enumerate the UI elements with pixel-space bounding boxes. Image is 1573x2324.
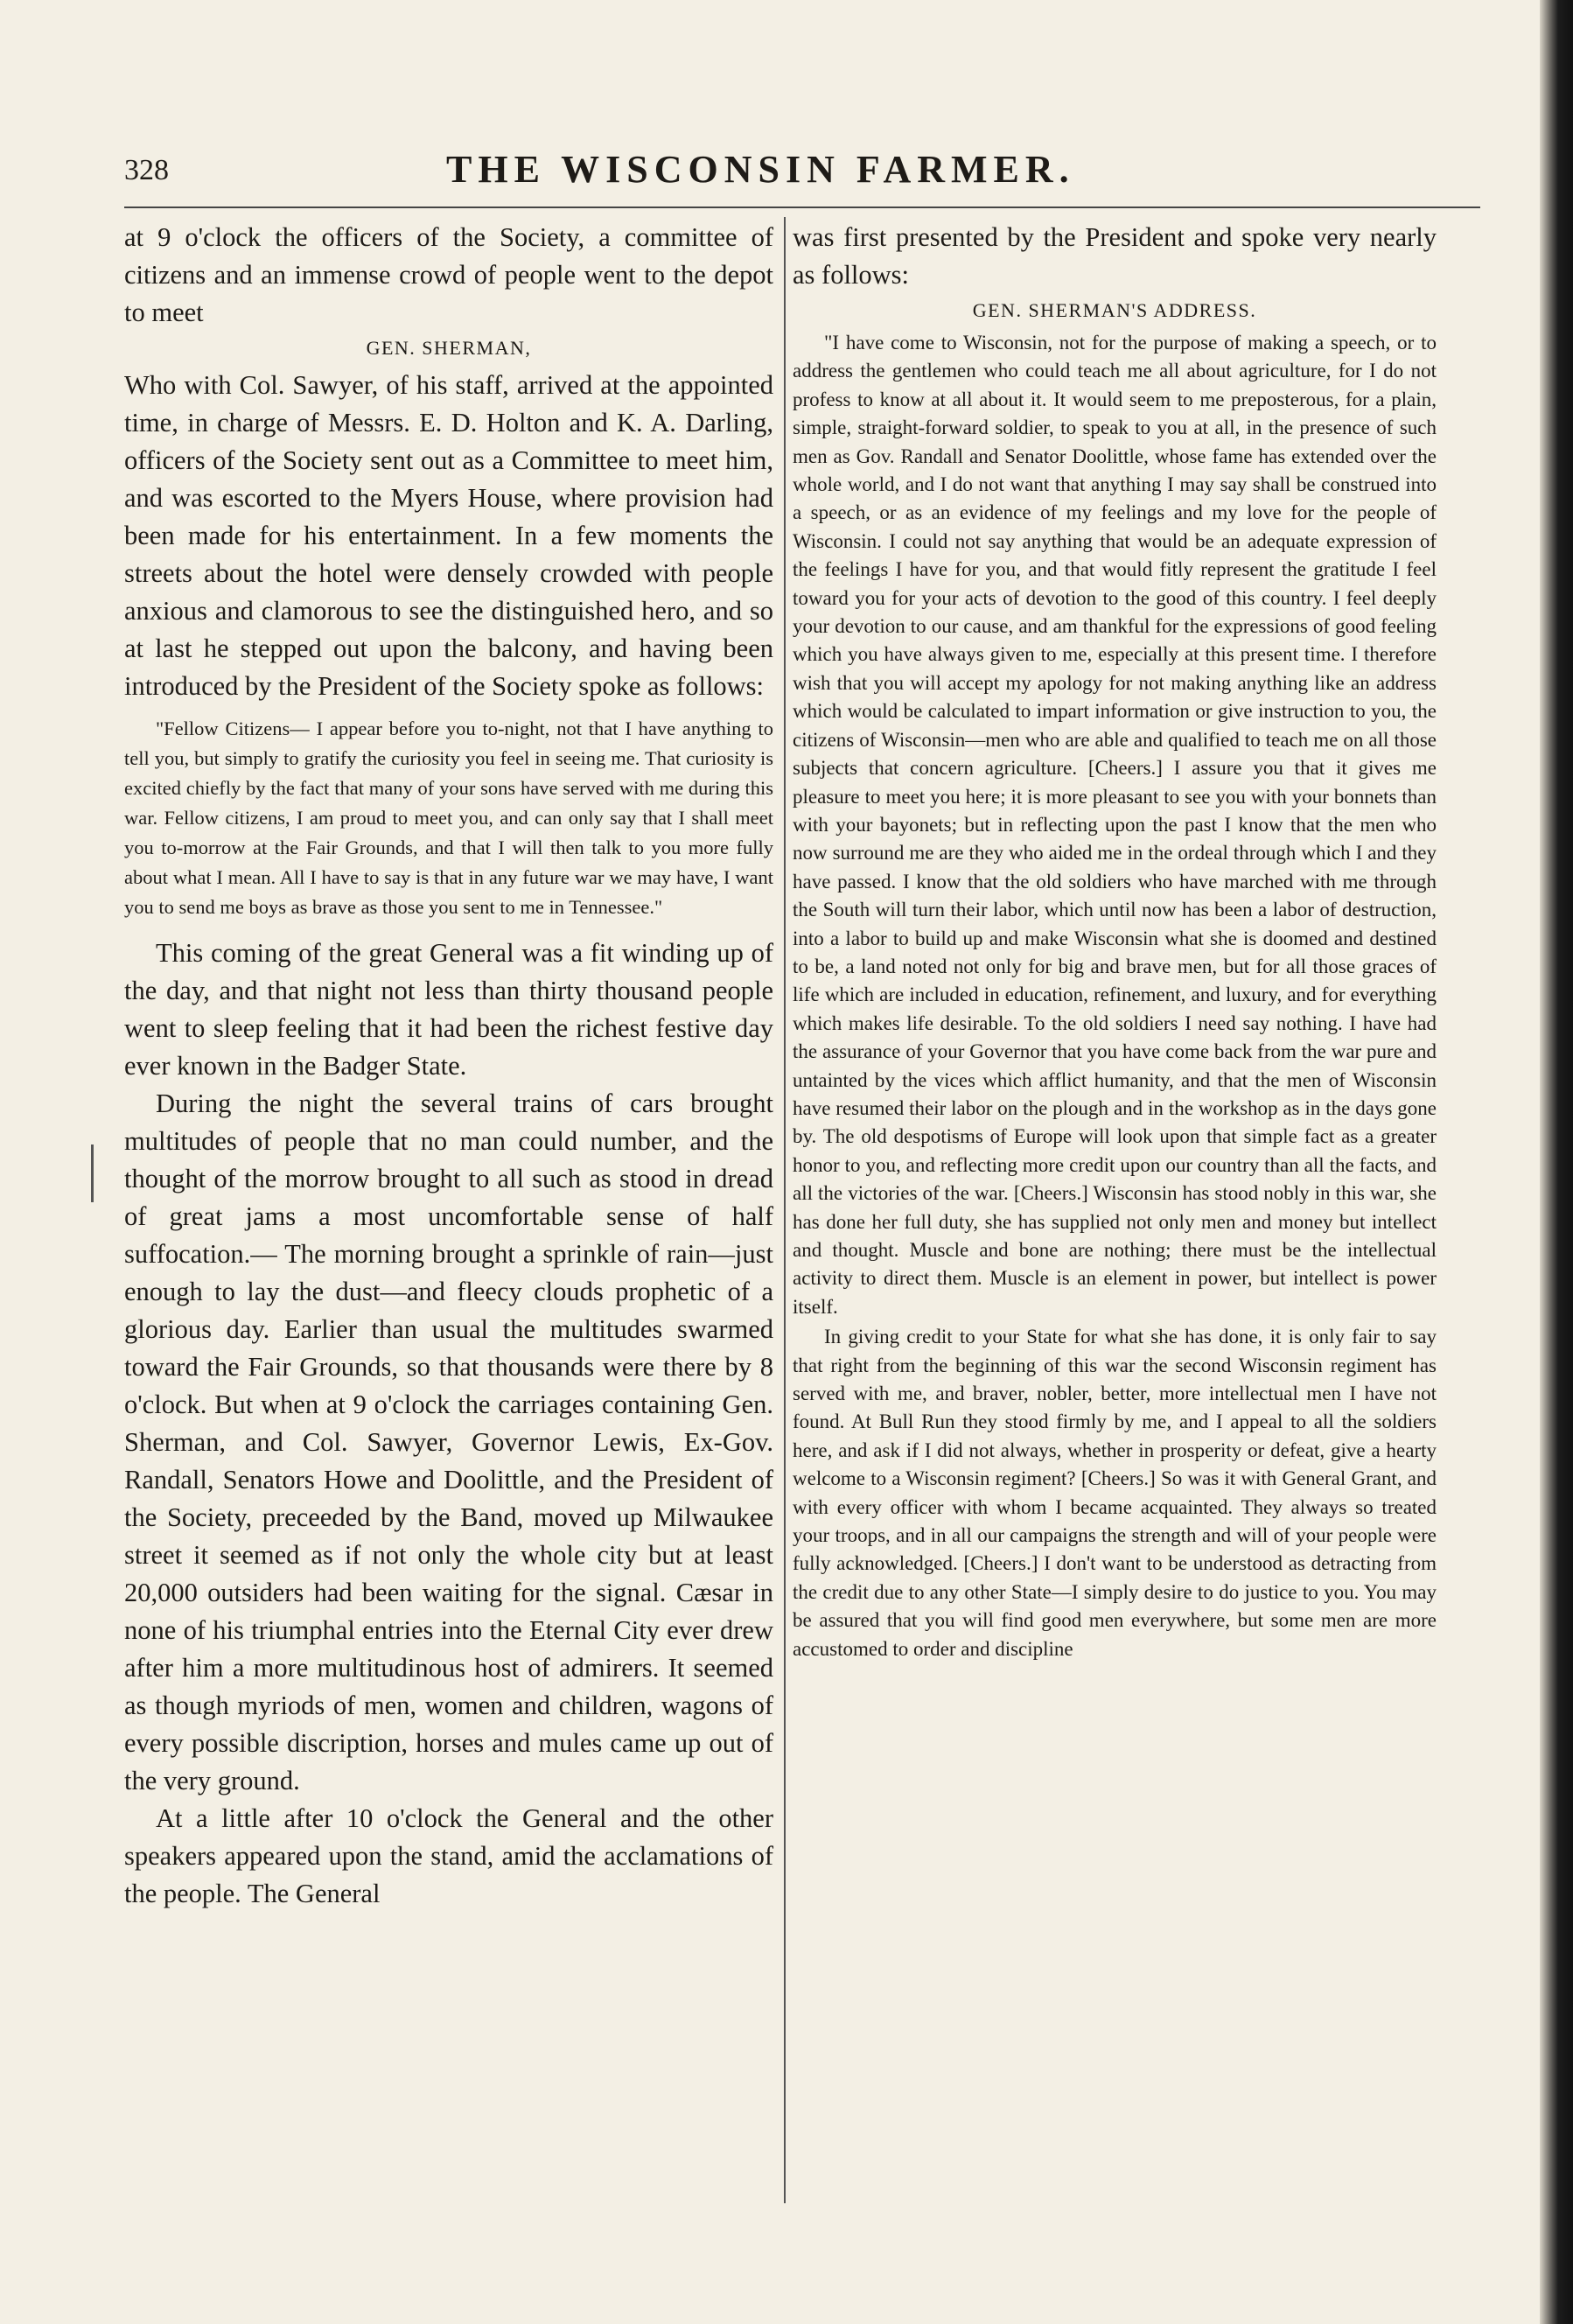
page-edge-shadow xyxy=(1540,0,1573,2324)
header-rule xyxy=(124,206,1480,208)
running-title: THE WISCONSIN FARMER. xyxy=(446,148,1075,191)
margin-pencil-mark xyxy=(91,1144,94,1202)
reverse-bleed-through xyxy=(805,105,1487,150)
right-paragraph-1: was first presented by the President and spoke very nearly as follows: xyxy=(793,222,1437,290)
left-quote: "Fellow Citizens— I appear before you to-night, not that I have anything to tell you, but simply to gratify the curiosity you feel in seeing me. That curiosity is excited chiefly by the fact that many of your sons have served with me during this war. Fellow citizens, I am proud to meet you, and can only say that I shall meet you to-morrow at the Fair Grounds, and that I will then talk to you more fully about what I mean. All I have to say is that in any future war we may have, I want you to send me boys as brave as those you sent to me in Tennessee." xyxy=(124,718,773,918)
right-subhead: GEN. SHERMAN'S ADDRESS. xyxy=(972,299,1257,321)
page-number: 328 xyxy=(124,154,169,186)
page-header xyxy=(124,145,1480,198)
left-paragraph-2: Who with Col. Sawyer, of his staff, arrived at the appointed time, in charge of Messrs. E. D. Holton and K. A. Darling, officers of the Society sent out as a Committee to meet him, and was escorted to the Myers House, where provision had been made for his entertainment. In a few moments the streets about the hotel were densely crowded with people anxious and clamorous to see the distinguished hero, and so at last he stepped out upon the balcony, and having been introduced by the President of the Society spoke as follows: xyxy=(124,370,773,701)
right-paragraph-3: In giving credit to your State for what she has done, it is only fair to say that right from the beginning of this war the second Wisconsin regiment has served with me, and braver, nobler, better, more intellectual men I have not found. At Bull Run they stood firmly by me, and I appeal to all the soldiers here, and ask if I did not always, whether in prosperity or defeat, give a hearty welcome to a Wisconsin regiment? [Cheers.] So was it with General Grant, and with every officer with whom I became acquainted. They always so treated your troops, and in all our campaigns the strength and will of your people were fully acknowledged. [Cheers.] I don't want to be understood as detracting from the credit due to any other State—I simply desire to do justice to you. You may be assured that you will find good men everywhere, but some men are more accustomed to order and discipline xyxy=(793,1326,1437,1660)
left-paragraph-5: At a little after 10 o'clock the General and the other speakers appeared upon the stand, amid the acclamations of the people. The General xyxy=(124,1803,773,1908)
left-column xyxy=(124,219,773,1913)
left-paragraph-4: During the night the several trains of cars brought multitudes of people that no man could number, and the thought of the morrow brought to all such as stood in dread of great jams a most uncomfortable sense of half suffocation.— The morning brought a sprinkle of rain—just enough to lay the dust—and fleecy clouds prophetic of a glorious day. Earlier than usual the multitudes swarmed toward the Fair Grounds, so that thousands were there by 8 o'clock. But when at 9 o'clock the carriages containing Gen. Sherman, and Col. Sawyer, Governor Lewis, Ex-Gov. Randall, Senators Howe and Doolittle, and the President of the Society, preceeded by the Band, moved up Milwaukee street it seemed as if not only the whole city but at least 20,000 outsiders had been waiting for the signal. Cæsar in none of his triumphal entries into the Eternal City ever drew after him a more multitudinous host of admirers. It seemed as though myriods of men, women and children, wagons of every possible discription, horses and mules came up out of the very ground. xyxy=(124,1088,773,1796)
column-divider xyxy=(784,217,786,2203)
right-column xyxy=(793,219,1437,1663)
left-paragraph-3: This coming of the great General was a fit winding up of the day, and that night not less than thirty thousand people went to sleep feeling that it had been the richest festive day ever known in the Badger State. xyxy=(124,938,773,1081)
left-paragraph-1: at 9 o'clock the officers of the Society, a committee of citizens and an immense crowd of people went to the depot to meet xyxy=(124,222,773,327)
left-subhead: GEN. SHERMAN, xyxy=(366,337,532,359)
right-paragraph-2: "I have come to Wisconsin, not for the purpose of making a speech, or to address the gentlemen who could teach me all about agriculture, for I do not profess to know at all about it. It would seem to me preposterous, for a plain, simple, straight-forward soldier, to speak to you at all, in the presence of such men as Gov. Randall and Senator Doolittle, whose fame has extended over the whole world, and I do not want that anything I may say shall be construed into a speech, or as an evidence of my feelings and my love for the people of Wisconsin. I could not say anything that would be an adequate expression of the feelings I have for you, and that would fitly represent the gratitude I feel toward you for your acts of devotion to the good of this country. I feel deeply your devotion to our cause, and am thankful for the expressions of good feeling which you have always given to me, especially at this present time. I therefore wish that you will accept my apology for not making anything like an address which would be calculated to impart information or give instruction to you, the citizens of Wisconsin—men who are able and qualified to teach me on all those subjects that concern agriculture. [Cheers.] I assure you that it gives me pleasure to meet you here; it is more pleasant to see you with your bonnets than with your bayonets; but in reflecting upon the past I know that the men who now surround me are they who aided me in the ordeal through which I and they have passed. I know that the old soldiers who have marched with me through the South will turn their labor, which until now has been a labor of destruction, into a labor to build up and make Wisconsin what she is doomed and destined to be, a land noted not only for big and brave men, but for all those graces of life which are included in education, refinement, and luxury, and for everything which makes life desirable. To the old soldiers I need say nothing. I have had the assurance of your Governor that you have come back from the war pure and untainted by the vices which afflict humanity, and that the men of Wisconsin have resumed their labor on the plough and in the workshop as in the days gone by. The old despotisms of Europe will look upon that simple fact as a greater honor to you, and reflecting more credit upon our country than all the facts, and all the victories of the war. [Cheers.] Wisconsin has stood nobly in this war, she has done her full duty, she has supplied not only men and money but intellect and thought. Muscle and bone are nothing; there must be the intellectual activity to direct them. Muscle is an element in power, but intellect is power itself. xyxy=(793,332,1437,1318)
